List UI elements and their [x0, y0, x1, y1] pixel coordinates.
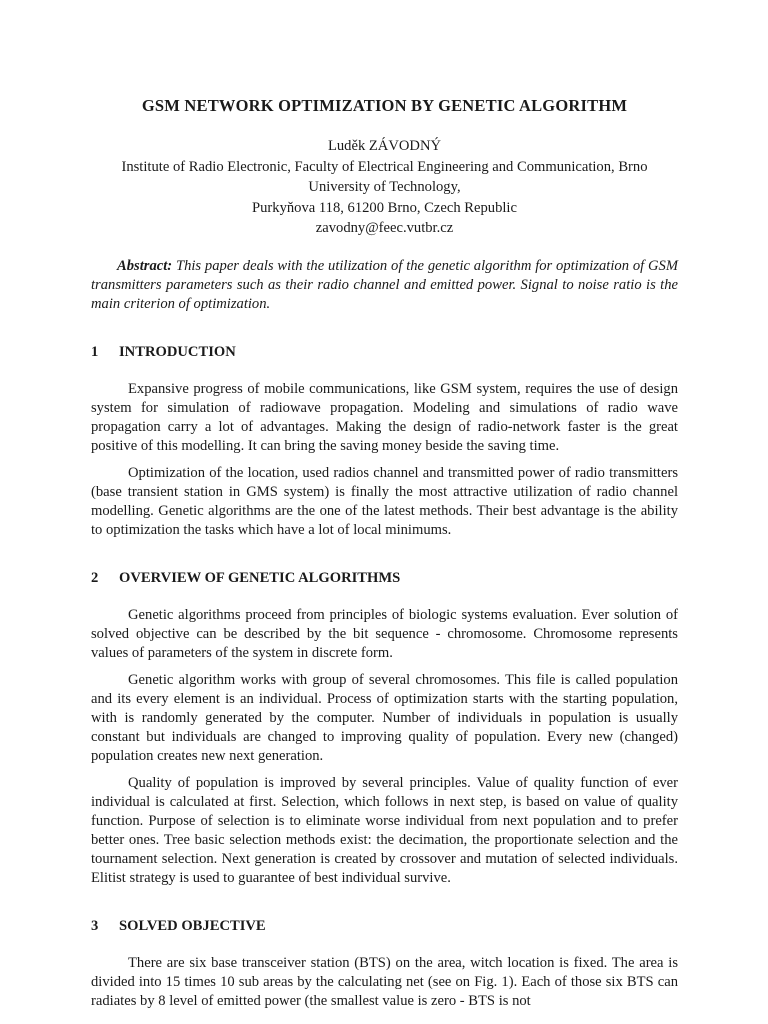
- paper-title: GSM NETWORK OPTIMIZATION BY GENETIC ALGORITHM: [141, 96, 628, 115]
- section-heading-solved-objective: [91, 916, 678, 936]
- abstract: [91, 257, 678, 314]
- address: Purkyňova 118, 61200 Brno, Czech Republic: [252, 199, 517, 216]
- paragraph: Quality of population is improved by several principles. Value of quality function of ever individual is calculated at first. Selection, which follows in next step, is based on value of quality function. Purpose of selection is to eliminate worse individual from next population and to prefer better ones. Tree basic selection methods exist: the decimation, the proportionate selection and the tournament selection. Next generation is created by crossover and mutation of selected individuals. Elitist strategy is used to guarantee of best individual survive.: [91, 774, 678, 886]
- paragraph: Expansive progress of mobile communications, like GSM system, requires the use of design system for simulation of radiowave propagation. Modeling and simulations of radio wave propagation carry a lot of advantages. Making the design of radio-network faster is the great positive of this modelling. It can bring the saving money beside the saving time.: [91, 380, 678, 454]
- section-title: SOLVED OBJECTIVE: [119, 917, 266, 934]
- section-number: 2: [91, 569, 99, 586]
- paragraph: Genetic algorithms proceed from principles of biologic systems evaluation. Ever solution of solved objective can be described by the bit sequence - chromosome. Chromosome represents values of parameters of the system in discrete form.: [91, 606, 678, 661]
- paragraph: Genetic algorithm works with group of several chromosomes. This file is called population and its every element is an individual. Process of optimization starts with the starting population, with is randomly generated by the computer. Number of individuals in population is usually constant but individuals are changed to improving quality of population. Every new (changed) population creates new next generation.: [91, 671, 678, 764]
- abstract-lead: Abstract:: [117, 257, 173, 274]
- section-heading-introduction: [91, 342, 678, 362]
- abstract-text: This paper deals with the utilization of the genetic algorithm for optimization of GSM transmitters parameters such as their radio channel and emitted power. Signal to noise ratio is the main criterion of optimization.: [91, 257, 678, 312]
- author-block: [91, 136, 678, 239]
- email: zavodny@feec.vutbr.cz: [315, 220, 454, 236]
- affiliation: Institute of Radio Electronic, Faculty of Electrical Engineering and Communication, Brno University of Technology,: [121, 158, 648, 195]
- author-name: Luděk ZÁVODNÝ: [327, 138, 442, 154]
- paragraph: Optimization of the location, used radios channel and transmitted power of radio transmitters (base transient station in GMS system) is finally the most attractive utilization of radio channel modelling. Genetic algorithms are the one of the latest methods. Their best advantage is the ability to optimization the tasks which have a lot of local minimums.: [91, 464, 678, 538]
- section-title: INTRODUCTION: [119, 343, 236, 360]
- section-number: 1: [91, 343, 99, 360]
- section-title: OVERVIEW OF GENETIC ALGORITHMS: [119, 569, 401, 586]
- paragraph: There are six base transceiver station (BTS) on the area, witch location is fixed. The area is divided into 15 times 10 sub areas by the calculating net (see on Fig. 1). Each of those six BTS can radiates by 8 level of emitted power (the smallest value is zero - BTS is not: [91, 954, 678, 1009]
- section-number: 3: [91, 917, 99, 934]
- paper-page: [91, 88, 678, 1011]
- section-heading-overview: [91, 568, 678, 588]
